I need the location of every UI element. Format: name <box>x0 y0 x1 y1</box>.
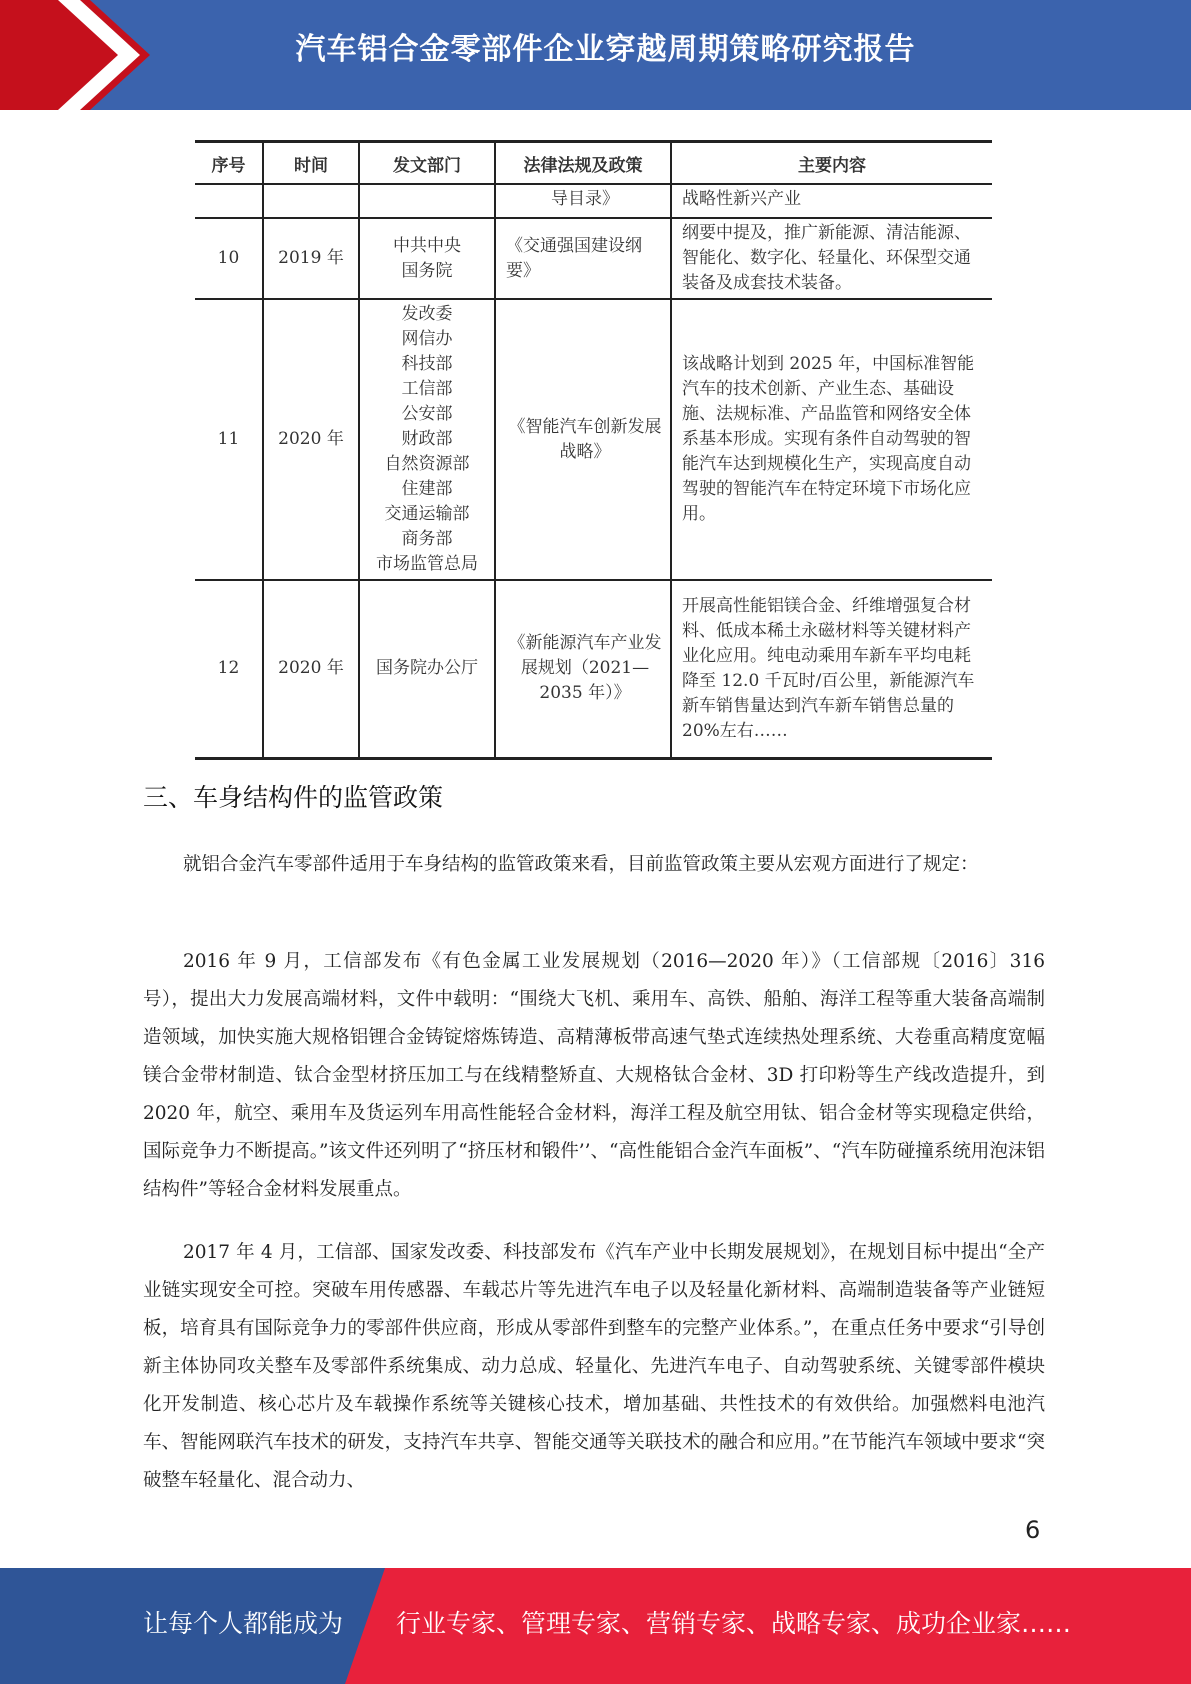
dept-name: 交通运输部 <box>384 504 470 524</box>
footer-slogan-left: 让每个人都能成为 <box>143 1609 344 1638</box>
dept-name: 科技部 <box>401 354 453 374</box>
header-no: 序号 <box>195 142 263 185</box>
cell-no <box>195 184 263 218</box>
dept-name: 发改委 <box>401 304 453 324</box>
cell-time: 2020 年 <box>263 299 359 580</box>
dept-name: 住建部 <box>401 479 453 499</box>
body-paragraph: 2016 年 9 月，工信部发布《有色金属工业发展规划（2016—2020 年）》（工信部规〔2016〕316 号），提出大力发展高端材料，文件中载明：“围绕大飞机、乘用车、高铁、船舶、海洋工程等重大装备高端制造领域，加快实施大规格铝锂合金铸锭熔炼铸造、高精薄板带高速气垫式连续热处理系统、大卷重高精度宽幅镁合金带材制造、钛合金型材挤压加工与在线精整矫直、大规格钛合金材、3D 打印粉等生产线改造提升，到 2020 年，航空、乘用车及货运列车用高性能轻合金材料，海洋工程及航空用钛、铝合金材等实现稳定供给，国际竞争力不断提高。”该文件还列明了“挤压材和锻件’’、“高性能铝合金汽车面板”、“汽车防碰撞系统用泡沫铝结构件”等轻合金材料发展重点。 <box>143 951 1045 1200</box>
cell-no: 10 <box>195 218 263 299</box>
body-paragraph: 2017 年 4 月，工信部、国家发改委、科技部发布《汽车产业中长期发展规划》，在规划目标中提出“全产业链实现安全可控。突破车用传感器、车载芯片等先进汽车电子以及轻量化新材料、高端制造装备等产业链短板，培育具有国际竞争力的零部件供应商，形成从零部件到整车的完整产业体系。”，在重点任务中要求“引导创新主体协同攻关整车及零部件系统集成、动力总成、轻量化、先进汽车电子、自动驾驶系统、关键零部件模块化开发制造、核心芯片及车载操作系统等关键核心技术，增加基础、共性技术的有效供给。加强燃料电池汽车、智能网联汽车技术的研发，支持汽车共享、智能交通等关联技术的融合和应用。”在节能汽车领域中要求“突破整车轻量化、混合动力、 <box>143 1242 1045 1491</box>
dept-name: 国务院办公厅 <box>376 658 478 679</box>
cell-dept <box>359 580 495 758</box>
cell-content: 战略性新兴产业 <box>671 184 992 218</box>
cell-time: 2019 年 <box>263 218 359 299</box>
dept-name: 国务院 <box>401 260 453 281</box>
header-law: 法律法规及政策 <box>495 142 671 185</box>
policy-table <box>195 140 992 760</box>
dept-name: 中共中央 <box>393 235 461 256</box>
cell-content: 该战略计划到 2025 年，中国标准智能汽车的技术创新、产业生态、基础设施、法规标准、产品监管和网络安全体系基本形成。实现有条件自动驾驶的智能汽车达到规模化生产，实现高度自动驾驶的智能汽车在特定环境下市场化应用。 <box>671 299 992 580</box>
cell-content: 纲要中提及，推广新能源、清洁能源、智能化、数字化、轻量化、环保型交通装备及成套技术装备。 <box>671 218 992 299</box>
page-number: 6 <box>1025 1516 1041 1544</box>
cell-dept <box>359 218 495 299</box>
cell-content: 开展高性能铝镁合金、纤维增强复合材料、低成本稀土永磁材料等关键材料产业化应用。纯电动乘用车新车平均电耗降至 12.0 千瓦时/百公里，新能源汽车新车销售量达到汽车新车销售总量的 20%左右…… <box>671 580 992 758</box>
cell-law: 《交通强国建设纲要》 <box>495 218 671 299</box>
header-content: 主要内容 <box>671 142 992 185</box>
table-row-continued <box>195 184 992 218</box>
section-heading: 三、车身结构件的监管政策 <box>143 783 444 812</box>
cell-dept <box>359 184 495 218</box>
footer-band <box>0 1568 1191 1684</box>
report-title: 汽车铝合金零部件企业穿越周期策略研究报告 <box>295 32 916 67</box>
cell-no: 11 <box>195 299 263 580</box>
table-header-row <box>195 142 992 185</box>
header-dept: 发文部门 <box>359 142 495 185</box>
dept-name: 网信办 <box>401 329 453 349</box>
dept-name: 市场监管总局 <box>376 554 478 574</box>
cell-law: 《智能汽车创新发展战略》 <box>495 299 671 580</box>
dept-name: 工信部 <box>401 379 453 399</box>
table-row <box>195 299 992 580</box>
cell-law: 《新能源汽车产业发展规划（2021—2035 年）》 <box>495 580 671 758</box>
header-band <box>0 0 1191 110</box>
cell-dept <box>359 299 495 580</box>
cell-time: 2020 年 <box>263 580 359 758</box>
dept-name: 自然资源部 <box>384 454 470 474</box>
dept-name: 财政部 <box>401 429 453 449</box>
table-row <box>195 218 992 299</box>
cell-law: 导目录》 <box>495 184 671 218</box>
dept-name: 公安部 <box>401 404 453 424</box>
cell-no: 12 <box>195 580 263 758</box>
dept-name: 商务部 <box>401 529 453 549</box>
table-row <box>195 580 992 758</box>
header-time: 时间 <box>263 142 359 185</box>
cell-time <box>263 184 359 218</box>
footer-slogan-right: 行业专家、管理专家、营销专家、战略专家、成功企业家…… <box>396 1609 1072 1638</box>
body-paragraph: 就铝合金汽车零部件适用于车身结构的监管政策来看，目前监管政策主要从宏观方面进行了规定： <box>183 854 979 875</box>
